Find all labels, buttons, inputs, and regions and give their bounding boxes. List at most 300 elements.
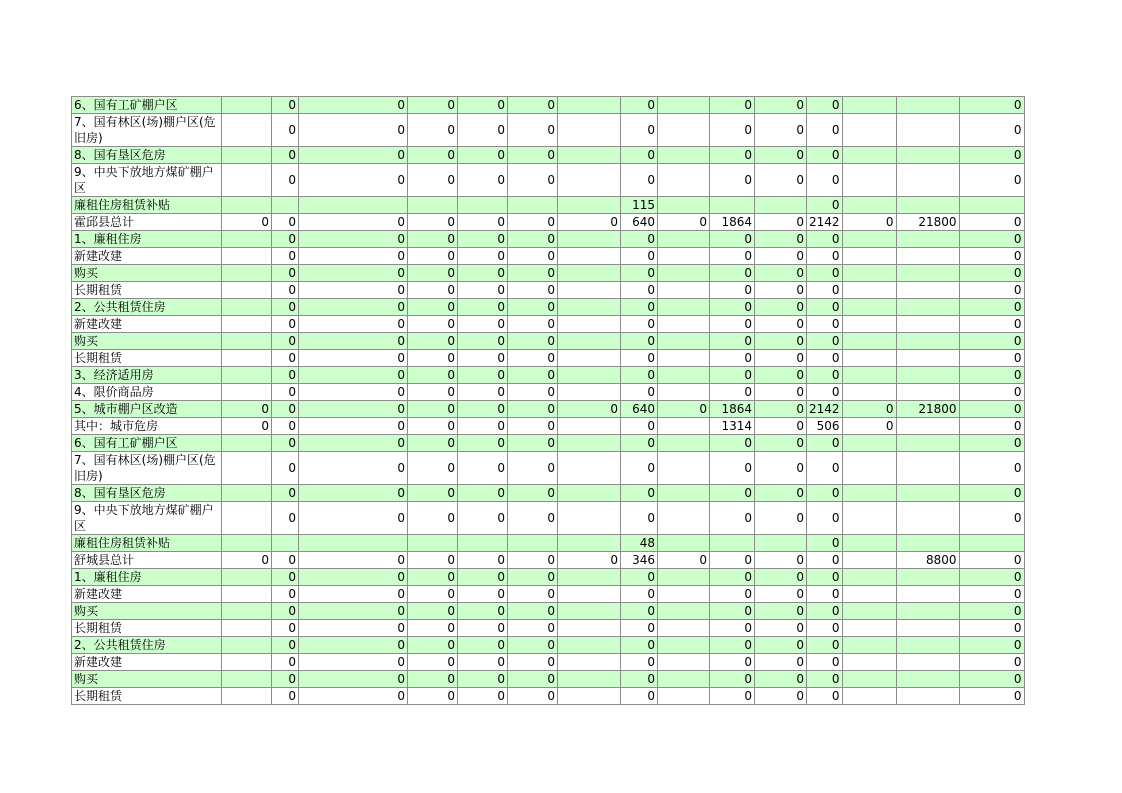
table-cell: 0 [458,671,508,688]
table-cell [458,197,508,214]
table-cell [558,97,621,114]
table-cell: 0 [272,316,299,333]
table-cell: 0 [710,384,755,401]
table-cell: 0 [408,435,458,452]
table-cell [658,164,710,197]
row-label: 8、国有垦区危房 [72,147,222,164]
table-cell [896,333,959,350]
row-label: 购买 [72,265,222,282]
row-label: 新建改建 [72,586,222,603]
table-cell: 0 [299,384,408,401]
table-cell: 0 [807,114,843,147]
table-cell: 0 [458,350,508,367]
table-cell: 0 [408,552,458,569]
table-cell [558,265,621,282]
table-cell: 0 [621,502,658,535]
table-row [72,197,1025,214]
table-cell [959,535,1024,552]
table-cell: 0 [755,316,807,333]
table-cell [658,586,710,603]
table-cell [222,197,272,214]
table-cell: 0 [508,316,558,333]
table-cell: 0 [621,586,658,603]
table-cell: 0 [508,552,558,569]
table-cell: 0 [807,552,843,569]
table-cell: 21800 [896,214,959,231]
table-cell: 0 [458,552,508,569]
table-cell [222,452,272,485]
table-cell [558,654,621,671]
table-cell [299,535,408,552]
table-cell: 0 [621,485,658,502]
table-cell: 0 [621,384,658,401]
table-cell [558,435,621,452]
table-cell: 0 [621,671,658,688]
table-cell: 21800 [896,401,959,418]
table-cell: 0 [842,214,896,231]
table-cell: 640 [621,214,658,231]
table-cell: 0 [710,603,755,620]
table-cell [842,114,896,147]
table-cell: 0 [408,569,458,586]
table-cell [658,418,710,435]
table-cell: 0 [458,299,508,316]
table-cell [842,231,896,248]
table-cell [272,535,299,552]
table-cell [896,197,959,214]
table-cell [222,688,272,705]
table-cell [896,418,959,435]
table-cell: 0 [299,569,408,586]
table-cell: 0 [458,333,508,350]
table-cell: 0 [272,401,299,418]
table-cell [842,164,896,197]
table-cell [222,265,272,282]
table-cell: 0 [959,603,1024,620]
table-cell: 0 [272,418,299,435]
table-cell [658,114,710,147]
table-cell [658,671,710,688]
table-cell: 0 [807,569,843,586]
table-cell: 0 [710,620,755,637]
table-cell: 48 [621,535,658,552]
table-cell: 0 [458,214,508,231]
table-body [72,97,1025,705]
data-table [71,96,1025,705]
table-cell [222,367,272,384]
table-cell [408,535,458,552]
row-label: 6、国有工矿棚户区 [72,435,222,452]
table-cell: 0 [458,384,508,401]
table-cell: 0 [458,114,508,147]
table-cell [658,367,710,384]
table-cell: 0 [621,367,658,384]
table-cell: 0 [959,688,1024,705]
table-cell: 0 [959,452,1024,485]
table-cell [896,114,959,147]
table-cell: 0 [408,586,458,603]
table-cell: 0 [458,97,508,114]
table-cell: 0 [299,299,408,316]
table-cell [896,688,959,705]
table-cell [658,637,710,654]
table-cell [558,248,621,265]
table-cell: 0 [458,147,508,164]
table-cell: 115 [621,197,658,214]
table-cell [558,350,621,367]
table-cell: 0 [299,418,408,435]
table-cell: 0 [508,671,558,688]
row-label: 长期租赁 [72,620,222,637]
table-cell [658,197,710,214]
table-row [72,350,1025,367]
table-cell: 0 [959,502,1024,535]
table-row [72,114,1025,147]
table-cell [755,197,807,214]
table-cell: 0 [299,603,408,620]
table-cell: 0 [408,214,458,231]
table-cell: 0 [658,214,710,231]
table-cell: 0 [508,282,558,299]
table-cell [222,114,272,147]
table-cell: 0 [222,552,272,569]
table-cell: 0 [508,214,558,231]
table-cell [842,569,896,586]
table-cell: 0 [508,485,558,502]
table-cell [558,502,621,535]
table-cell [222,586,272,603]
table-cell: 1864 [710,401,755,418]
table-cell [458,535,508,552]
table-cell [558,197,621,214]
table-cell: 0 [755,586,807,603]
table-cell: 0 [508,384,558,401]
table-cell [755,535,807,552]
table-row [72,147,1025,164]
table-cell [842,671,896,688]
table-cell: 0 [621,114,658,147]
table-cell: 0 [458,485,508,502]
table-cell [842,502,896,535]
table-cell: 0 [299,97,408,114]
table-cell [222,231,272,248]
table-row [72,299,1025,316]
row-label: 购买 [72,333,222,350]
table-row [72,164,1025,197]
table-cell [842,265,896,282]
table-cell: 0 [710,282,755,299]
row-label: 8、国有垦区危房 [72,485,222,502]
table-cell: 0 [959,654,1024,671]
table-row [72,603,1025,620]
table-cell: 0 [710,97,755,114]
table-cell: 0 [621,569,658,586]
table-cell [558,603,621,620]
table-cell [558,299,621,316]
table-row [72,214,1025,231]
table-cell: 0 [299,452,408,485]
table-cell: 0 [458,603,508,620]
table-cell [272,197,299,214]
table-cell: 0 [272,384,299,401]
table-cell [658,688,710,705]
table-cell: 0 [508,688,558,705]
table-cell: 0 [710,114,755,147]
row-label: 长期租赁 [72,688,222,705]
table-cell: 0 [959,147,1024,164]
table-cell: 0 [272,114,299,147]
table-cell [896,485,959,502]
table-cell: 0 [710,435,755,452]
table-cell: 0 [272,620,299,637]
table-cell [222,97,272,114]
table-cell [558,586,621,603]
table-cell: 0 [408,485,458,502]
table-cell [658,435,710,452]
table-cell: 0 [508,164,558,197]
row-label: 廉租住房租赁补贴 [72,197,222,214]
table-cell [408,197,458,214]
table-row [72,367,1025,384]
table-cell: 0 [458,316,508,333]
table-cell: 0 [959,282,1024,299]
table-row [72,248,1025,265]
table-cell: 0 [807,435,843,452]
table-cell: 0 [299,637,408,654]
table-cell: 0 [807,265,843,282]
table-cell: 0 [508,569,558,586]
table-cell: 0 [807,282,843,299]
table-cell: 0 [710,164,755,197]
table-cell: 0 [621,282,658,299]
table-cell: 0 [755,654,807,671]
table-cell: 2142 [807,214,843,231]
table-cell: 0 [508,367,558,384]
table-cell: 0 [959,164,1024,197]
table-cell [896,367,959,384]
table-cell: 0 [299,671,408,688]
table-cell [658,147,710,164]
table-cell: 0 [621,350,658,367]
table-cell: 0 [272,586,299,603]
table-cell [842,333,896,350]
table-cell: 0 [807,688,843,705]
table-cell: 0 [959,333,1024,350]
table-cell [896,384,959,401]
table-cell: 0 [508,333,558,350]
table-cell [222,299,272,316]
table-row [72,535,1025,552]
table-cell: 0 [807,452,843,485]
table-cell: 0 [458,435,508,452]
table-cell: 0 [299,688,408,705]
table-cell: 0 [272,569,299,586]
table-cell: 0 [272,435,299,452]
table-cell: 0 [755,97,807,114]
table-cell [658,620,710,637]
table-cell: 0 [621,637,658,654]
table-cell: 0 [959,435,1024,452]
table-cell: 0 [621,620,658,637]
table-cell [658,654,710,671]
table-cell: 0 [458,586,508,603]
table-cell: 0 [458,569,508,586]
table-cell [896,535,959,552]
table-cell: 0 [710,586,755,603]
table-cell: 0 [807,586,843,603]
table-cell: 0 [408,333,458,350]
table-cell [222,435,272,452]
table-cell [842,197,896,214]
row-label: 1、廉租住房 [72,569,222,586]
table-cell: 0 [658,552,710,569]
table-cell: 0 [710,147,755,164]
table-cell [222,316,272,333]
table-cell: 0 [508,231,558,248]
row-label: 廉租住房租赁补贴 [72,535,222,552]
table-cell [658,248,710,265]
table-cell [842,248,896,265]
table-cell [558,535,621,552]
table-cell: 0 [621,603,658,620]
table-cell: 0 [558,552,621,569]
table-cell: 0 [621,97,658,114]
table-cell [896,452,959,485]
table-cell [658,603,710,620]
table-cell [896,586,959,603]
table-cell [222,282,272,299]
table-cell: 0 [959,637,1024,654]
table-cell [658,316,710,333]
table-cell [842,350,896,367]
table-cell: 0 [959,316,1024,333]
table-cell: 0 [959,231,1024,248]
table-cell: 0 [621,688,658,705]
table-cell [558,231,621,248]
table-cell [959,197,1024,214]
table-cell: 0 [959,265,1024,282]
table-cell: 0 [508,248,558,265]
table-cell [842,485,896,502]
table-cell: 0 [272,688,299,705]
table-cell [222,485,272,502]
table-cell [842,299,896,316]
table-cell: 0 [508,654,558,671]
table-cell: 0 [508,265,558,282]
table-cell: 0 [807,535,843,552]
table-cell [658,384,710,401]
table-cell: 0 [755,350,807,367]
table-cell: 0 [272,603,299,620]
table-cell: 0 [959,114,1024,147]
table-cell [558,688,621,705]
table-cell: 0 [508,620,558,637]
row-label: 长期租赁 [72,350,222,367]
table-cell [658,282,710,299]
table-cell: 0 [408,350,458,367]
table-cell [896,282,959,299]
table-row [72,569,1025,586]
table-cell [222,654,272,671]
table-cell [222,350,272,367]
table-cell [222,502,272,535]
table-cell: 0 [658,401,710,418]
table-cell: 0 [408,248,458,265]
table-cell: 0 [755,282,807,299]
table-cell: 0 [299,620,408,637]
table-cell: 0 [299,586,408,603]
table-cell: 0 [272,299,299,316]
table-cell [842,282,896,299]
table-cell: 506 [807,418,843,435]
table-cell [558,485,621,502]
table-cell [222,671,272,688]
table-cell [896,502,959,535]
table-cell: 0 [710,231,755,248]
table-cell: 0 [755,671,807,688]
table-cell: 0 [272,654,299,671]
table-cell: 0 [807,485,843,502]
table-row [72,231,1025,248]
table-cell: 0 [755,333,807,350]
table-cell: 0 [222,418,272,435]
table-cell [558,637,621,654]
table-cell [558,569,621,586]
table-cell [508,197,558,214]
table-cell: 0 [807,248,843,265]
table-cell [558,114,621,147]
table-cell [710,535,755,552]
table-cell: 0 [458,620,508,637]
table-cell [842,637,896,654]
table-cell [896,164,959,197]
table-cell [896,671,959,688]
table-cell [896,147,959,164]
table-cell: 0 [807,197,843,214]
table-cell: 0 [959,384,1024,401]
table-cell [222,248,272,265]
table-row [72,688,1025,705]
table-cell: 0 [458,418,508,435]
table-row [72,97,1025,114]
table-cell: 0 [959,299,1024,316]
table-cell [558,282,621,299]
table-row [72,502,1025,535]
table-cell [222,569,272,586]
table-row [72,654,1025,671]
table-cell: 0 [222,401,272,418]
table-cell [222,620,272,637]
table-row [72,671,1025,688]
table-cell: 0 [299,502,408,535]
table-cell: 0 [458,231,508,248]
table-cell: 0 [299,248,408,265]
row-label: 新建改建 [72,248,222,265]
table-cell: 0 [508,435,558,452]
table-cell: 0 [621,299,658,316]
table-cell: 0 [710,452,755,485]
table-cell: 0 [508,418,558,435]
table-cell: 0 [807,231,843,248]
table-cell: 0 [959,367,1024,384]
table-cell: 0 [408,452,458,485]
table-row [72,620,1025,637]
table-row [72,418,1025,435]
table-cell: 0 [272,671,299,688]
table-row [72,265,1025,282]
table-cell: 0 [408,401,458,418]
row-label: 新建改建 [72,316,222,333]
